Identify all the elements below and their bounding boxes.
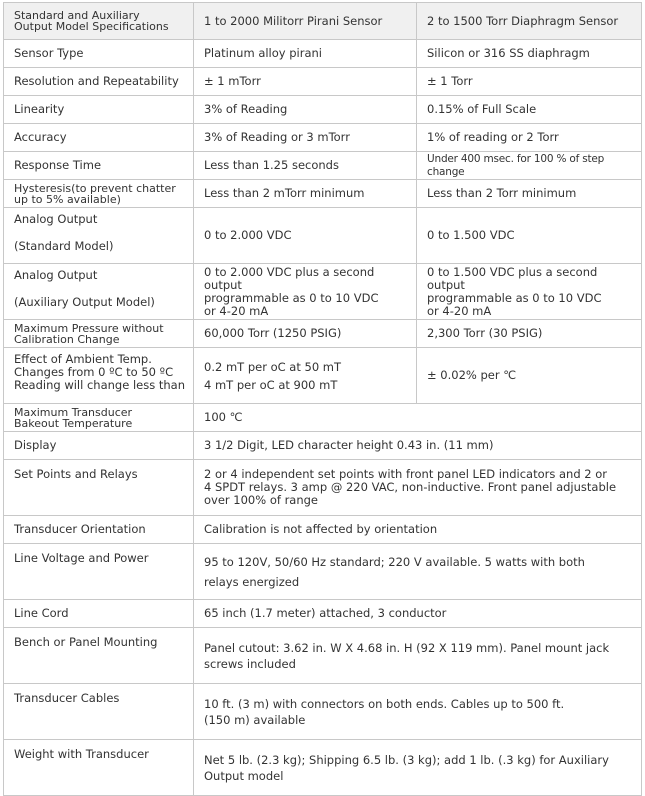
row-value (194, 460, 642, 516)
row-col2-line1: 0 to 1.500 VDC plus a second output (427, 264, 598, 292)
row-label-line2: (Standard Model) (14, 239, 114, 253)
header-col1: 1 to 2000 Militorr Pirani Sensor (194, 3, 417, 40)
row-col1 (194, 348, 417, 404)
row-hysteresis (4, 180, 642, 208)
row-accuracy (4, 124, 642, 152)
row-weight (4, 740, 642, 796)
row-label: Resolution and Repeatability (4, 68, 194, 96)
row-response-time (4, 152, 642, 180)
row-cables (4, 684, 642, 740)
row-label: Display (4, 432, 194, 460)
row-label (4, 264, 194, 320)
row-label: Line Cord (4, 600, 194, 628)
row-value (194, 628, 642, 684)
row-value-line1: 95 to 120V, 50/60 Hz standard; 220 V available. 5 watts with both (204, 554, 585, 569)
row-label (4, 348, 194, 404)
row-sensor-type (4, 40, 642, 68)
row-col2-line3: or 4-20 mA (427, 303, 492, 318)
row-col2: 0.15% of Full Scale (417, 96, 642, 124)
row-label: Response Time (4, 152, 194, 180)
row-label: Bench or Panel Mounting (4, 628, 194, 684)
row-label: Weight with Transducer (4, 740, 194, 796)
header-label (4, 3, 194, 40)
header-label-line2: Output Model Specifications (14, 20, 169, 33)
row-orientation (4, 516, 642, 544)
row-label-line3: Reading will change less than (14, 378, 186, 392)
row-col1: Less than 2 mTorr minimum (194, 180, 417, 208)
row-label: Set Points and Relays (4, 460, 194, 516)
row-col2: Silicon or 316 SS diaphragm (417, 40, 642, 68)
row-line-voltage (4, 544, 642, 600)
row-label (4, 208, 194, 264)
row-col1: 60,000 Torr (1250 PSIG) (194, 320, 417, 348)
row-analog-output-auxiliary (4, 264, 642, 320)
row-display (4, 432, 642, 460)
row-value-line2: Output model (204, 768, 284, 783)
row-col1 (194, 264, 417, 320)
row-col2 (417, 264, 642, 320)
row-col1: Platinum alloy pirani (194, 40, 417, 68)
row-col1-line3: or 4-20 mA (204, 303, 269, 318)
row-label: Line Voltage and Power (4, 544, 194, 600)
row-col1-line2: programmable as 0 to 10 VDC (204, 290, 379, 305)
row-col1: Less than 1.25 seconds (194, 152, 417, 180)
row-label (4, 180, 194, 208)
row-value-line1: 10 ft. (3 m) with connectors on both ends. Cables up to 500 ft. (204, 696, 565, 711)
header-col2: 2 to 1500 Torr Diaphragm Sensor (417, 3, 642, 40)
row-label: Sensor Type (4, 40, 194, 68)
header-row (4, 3, 642, 40)
row-label: Accuracy (4, 124, 194, 152)
row-label-line1: Analog Output (14, 268, 98, 282)
row-label-line2: up to 5% available) (14, 192, 121, 206)
row-col1-line2: 4 mT per oC at 900 mT (204, 377, 338, 392)
row-label-line2: Changes from 0 ºC to 50 ºC (14, 365, 174, 379)
row-value (194, 544, 642, 600)
row-col2: ± 1 Torr (417, 68, 642, 96)
row-resolution (4, 68, 642, 96)
row-label: Transducer Orientation (4, 516, 194, 544)
row-col2: Less than 2 Torr minimum (417, 180, 642, 208)
row-value-line2: screws included (204, 656, 296, 671)
row-label-line2: (Auxiliary Output Model) (14, 295, 155, 309)
row-linearity (4, 96, 642, 124)
row-col2: 2,300 Torr (30 PSIG) (417, 320, 642, 348)
row-value: 65 inch (1.7 meter) attached, 3 conductor (194, 600, 642, 628)
row-col2: 1% of reading or 2 Torr (417, 124, 642, 152)
row-label-line2: Calibration Change (14, 332, 120, 346)
row-bakeout (4, 404, 642, 432)
row-label-line1: Analog Output (14, 212, 98, 226)
row-col1: ± 1 mTorr (194, 68, 417, 96)
row-value: 3 1/2 Digit, LED character height 0.43 in. (11 mm) (194, 432, 642, 460)
row-label-line2: Bakeout Temperature (14, 416, 133, 430)
row-col1-line1: 0.2 mT per oC at 50 mT (204, 359, 342, 374)
row-value-line1: Net 5 lb. (2.3 kg); Shipping 6.5 lb. (3 kg); add 1 lb. (.3 kg) for Auxiliary (204, 752, 609, 767)
row-label-line1: Hysteresis(to prevent chatter (14, 181, 176, 195)
row-col1: 3% of Reading or 3 mTorr (194, 124, 417, 152)
specifications-table (3, 2, 642, 796)
row-mounting (4, 628, 642, 684)
row-label-line1: Maximum Pressure without (14, 321, 164, 335)
row-value: Calibration is not affected by orientation (194, 516, 642, 544)
row-max-pressure (4, 320, 642, 348)
row-col2: ± 0.02% per ℃ (417, 348, 642, 404)
row-label (4, 320, 194, 348)
row-value-line1: Panel cutout: 3.62 in. W X 4.68 in. H (92 X 119 mm). Panel mount jack (204, 640, 610, 655)
header-label-line1: Standard and Auxiliary (14, 9, 140, 22)
row-label: Linearity (4, 96, 194, 124)
row-value-line2: 4 SPDT relays. 3 amp @ 220 VAC, non-inductive. Front panel adjustable (204, 480, 617, 494)
row-col2: Under 400 msec. for 100 % of step change (417, 152, 642, 180)
row-col2: 0 to 1.500 VDC (417, 208, 642, 264)
row-value-line2: relays energized (204, 574, 300, 589)
row-value (194, 740, 642, 796)
row-label-line1: Maximum Transducer (14, 405, 133, 419)
row-col2-line2: programmable as 0 to 10 VDC (427, 290, 602, 305)
row-col1-line1: 0 to 2.000 VDC plus a second output (204, 264, 375, 292)
row-value-line3: over 100% of range (204, 493, 319, 507)
row-label: Transducer Cables (4, 684, 194, 740)
row-col1: 3% of Reading (194, 96, 417, 124)
row-analog-output-standard (4, 208, 642, 264)
row-col1: 0 to 2.000 VDC (194, 208, 417, 264)
row-label (4, 404, 194, 432)
row-ambient-temp (4, 348, 642, 404)
row-set-points (4, 460, 642, 516)
row-line-cord (4, 600, 642, 628)
row-value-line1: 2 or 4 independent set points with front panel LED indicators and 2 or (204, 467, 608, 481)
row-value-line2: (150 m) available (204, 712, 306, 727)
row-label-line1: Effect of Ambient Temp. (14, 352, 152, 366)
row-value: 100 ℃ (194, 404, 642, 432)
row-value (194, 684, 642, 740)
